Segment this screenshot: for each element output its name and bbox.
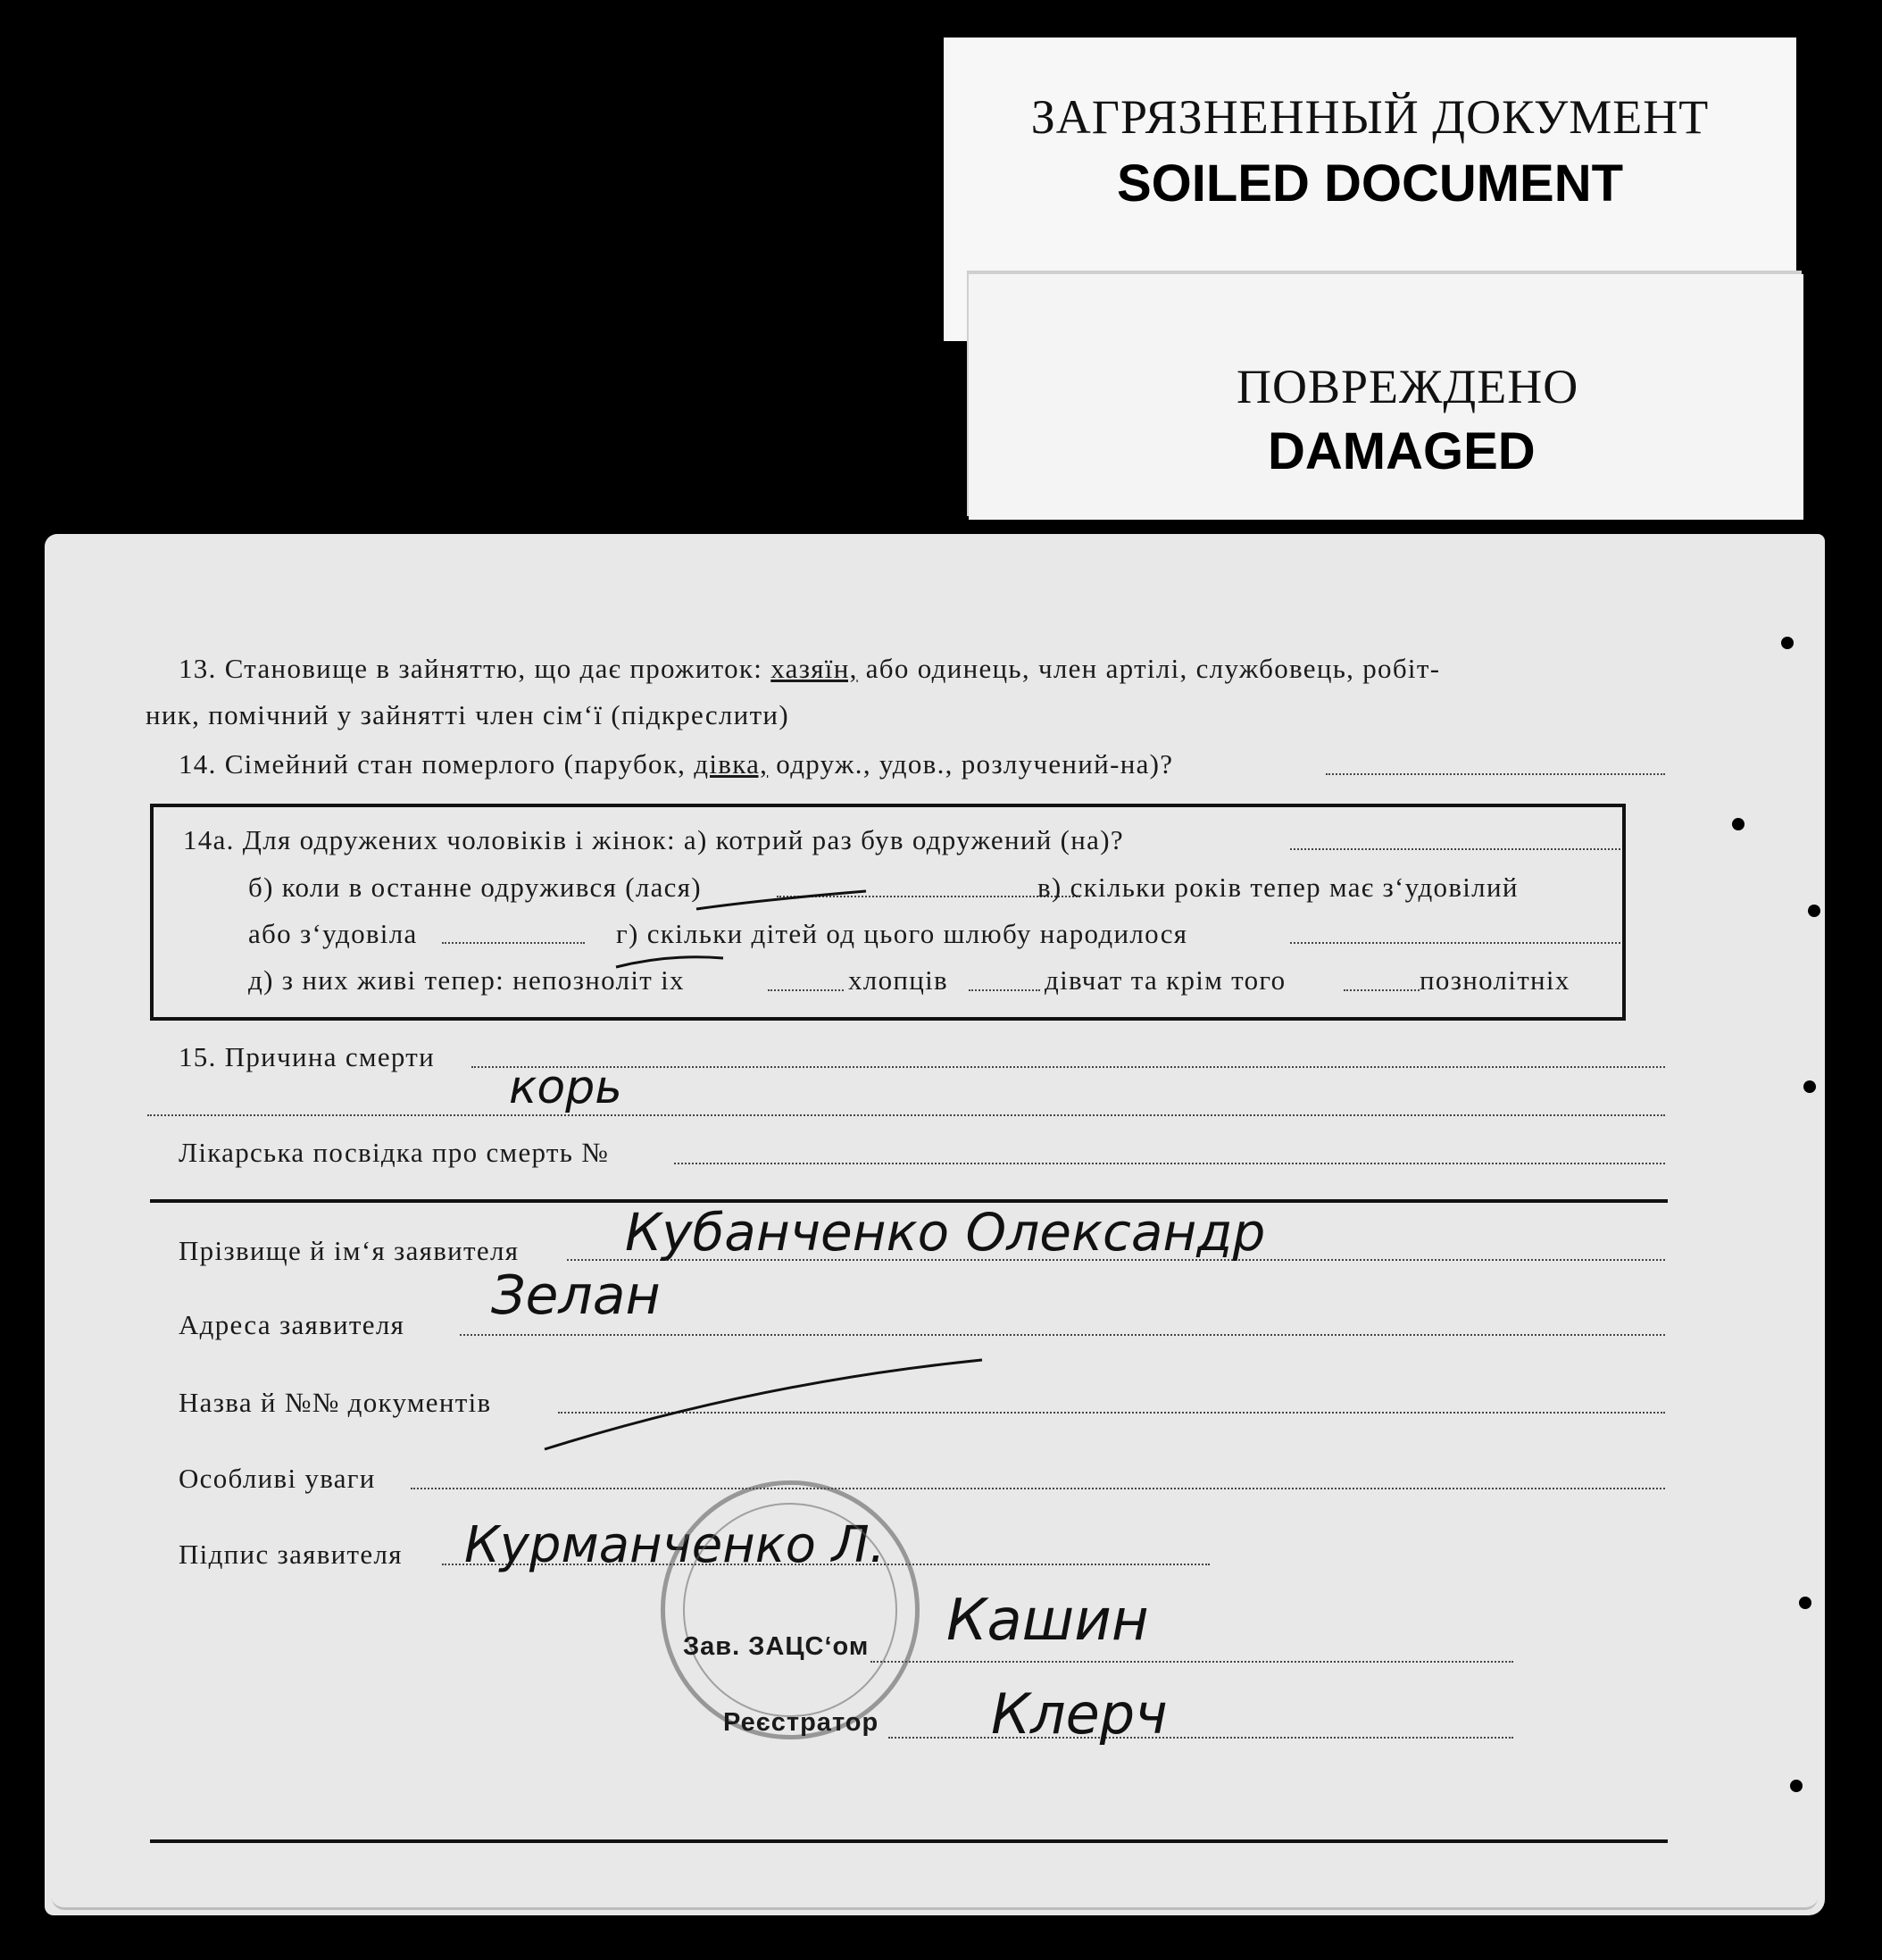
item14-text-b: одруж., удов., розлучений-на)? xyxy=(776,748,1174,780)
applicant-signature: Курманченко Л. xyxy=(464,1516,886,1574)
applicant-address-handwriting: Зелан xyxy=(491,1264,661,1327)
registrar-signature: Клерч xyxy=(991,1681,1168,1747)
item15-label: 15. Причина смерти xyxy=(179,1041,436,1072)
damaged-label-en: DAMAGED xyxy=(1268,422,1536,480)
item13-text-b: або одинець, член артілі, службовець, робіт- xyxy=(865,653,1441,684)
item14a-line3a: або з‘удовіла xyxy=(248,918,418,949)
soiled-label-en: SOILED DOCUMENT xyxy=(1116,154,1624,213)
remarks-label: Особливі уваги xyxy=(179,1463,376,1494)
pen-strokes xyxy=(45,534,1825,1915)
item14a-line3b: г) скільки дітей од цього шлюбу народилося xyxy=(616,918,1188,949)
item14a-line4d: познолітніх xyxy=(1420,964,1570,996)
item13-line2: ник, помічний у зайнятті член сім‘ї (підкреслити) xyxy=(146,699,789,730)
item14-text-a: 14. Сімейний стан померлого (парубок, xyxy=(179,748,687,780)
cert-label: Лікарська посвідка про смерть № xyxy=(179,1137,610,1168)
punch-hole xyxy=(1781,637,1794,649)
punch-hole xyxy=(1732,818,1745,830)
item13-underlined-choice: хазяїн, xyxy=(770,653,858,684)
item14a-line2a: б) коли в останне одружився (лася) xyxy=(248,872,702,903)
punch-hole xyxy=(1803,1080,1816,1093)
registrar-label: Реєстратор xyxy=(723,1708,879,1737)
punch-hole xyxy=(1808,905,1820,917)
item14-underlined-choice: дівка, xyxy=(694,748,769,780)
punch-hole xyxy=(1799,1597,1811,1609)
item14a-line1: 14а. Для одружених чоловіків і жінок: а) котрий раз був одружений (на)? xyxy=(183,824,1124,855)
damaged-label xyxy=(969,274,1803,520)
form-page xyxy=(45,534,1825,1915)
documents-label: Назва й №№ документів xyxy=(179,1387,492,1418)
item13-text-a: 13. Становище в зайняттю, що дає прожиток: xyxy=(179,653,763,684)
head-signature: Кашин xyxy=(946,1588,1149,1654)
applicant-address-label: Адреса заявителя xyxy=(179,1309,405,1340)
item14a-line2b: в) скільки років тепер має з‘удовілий xyxy=(1037,872,1519,903)
cause-handwriting: корь xyxy=(509,1061,622,1114)
soiled-label-ru: ЗАГРЯЗНЕННЫЙ ДОКУМЕНТ xyxy=(1030,90,1710,144)
damaged-label-ru: ПОВРЕЖДЕНО xyxy=(1237,360,1579,413)
punch-hole xyxy=(1790,1780,1803,1792)
item14a-line4a: д) з них живі тепер: непозноліт іх xyxy=(248,964,685,996)
applicant-name-handwriting: Кубанченко Олександр xyxy=(625,1202,1266,1263)
item14a-line4b: хлопців xyxy=(848,964,948,996)
head-zags-label: Зав. ЗАЦС‘ом xyxy=(683,1632,870,1661)
applicant-name-label: Прізвище й ім‘я заявителя xyxy=(179,1235,520,1266)
item14a-line4c: дівчат та крім того xyxy=(1045,964,1287,996)
signature-label: Підпис заявителя xyxy=(179,1539,403,1570)
